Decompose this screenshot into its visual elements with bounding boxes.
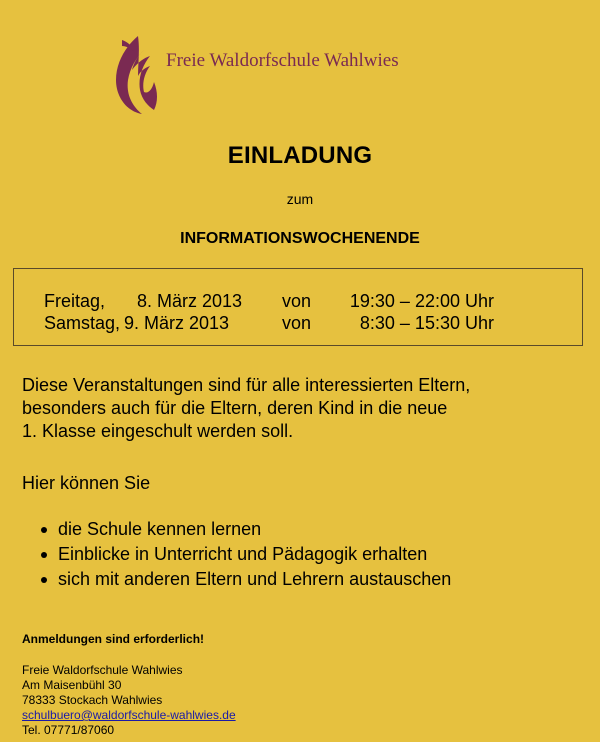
bullet-icon xyxy=(41,552,47,558)
address-street: Am Maisenbühl 30 xyxy=(22,678,122,692)
date-date: 9. März 2013 xyxy=(124,313,230,333)
bullet-icon xyxy=(41,577,47,583)
date-von: von xyxy=(282,291,312,311)
date-row xyxy=(14,291,584,313)
list-item xyxy=(22,517,451,542)
intro-text: Hier können Sie xyxy=(22,473,151,493)
subtitle: zum xyxy=(286,191,314,207)
page-title: EINLADUNG xyxy=(227,142,373,169)
date-date: 8. März 2013 xyxy=(137,291,243,311)
dates-box xyxy=(13,268,583,346)
header xyxy=(108,32,508,122)
address-city: 78333 Stockach Wahlwies xyxy=(22,693,163,707)
description xyxy=(22,374,582,443)
school-name: Freie Waldorfschule Wahlwies xyxy=(166,50,399,71)
description-line: 1. Klasse eingeschult werden soll. xyxy=(22,421,294,441)
list-item xyxy=(22,567,451,592)
date-time: 8:30 – 15:30 Uhr xyxy=(359,313,494,333)
list-item xyxy=(22,542,451,567)
list-item-text: die Schule kennen lernen xyxy=(58,519,262,539)
bullet-icon xyxy=(41,527,47,533)
date-day: Freitag, xyxy=(44,291,106,311)
date-day: Samstag, xyxy=(44,313,121,333)
event-title: INFORMATIONSWOCHENENDE xyxy=(180,230,420,247)
address-phone: Tel. 07771/87060 xyxy=(22,723,115,737)
flame-figure-logo-icon xyxy=(108,32,160,118)
list-item-text: Einblicke in Unterricht und Pädagogik erhalten xyxy=(58,544,428,564)
registration-notice: Anmeldungen sind erforderlich! xyxy=(22,632,205,646)
address-block xyxy=(22,663,236,738)
date-von: von xyxy=(282,313,312,333)
description-line: Diese Veranstaltungen sind für alle interessierten Eltern, xyxy=(22,375,471,395)
date-time: 19:30 – 22:00 Uhr xyxy=(349,291,494,311)
description-line: besonders auch für die Eltern, deren Kind in die neue xyxy=(22,398,448,418)
email-link[interactable]: schulbuero@waldorfschule-wahlwies.de xyxy=(22,708,236,722)
list-item-text: sich mit anderen Eltern und Lehrern austauschen xyxy=(58,569,452,589)
address-name: Freie Waldorfschule Wahlwies xyxy=(22,663,183,677)
date-row xyxy=(14,313,584,335)
bullet-list xyxy=(22,517,451,592)
